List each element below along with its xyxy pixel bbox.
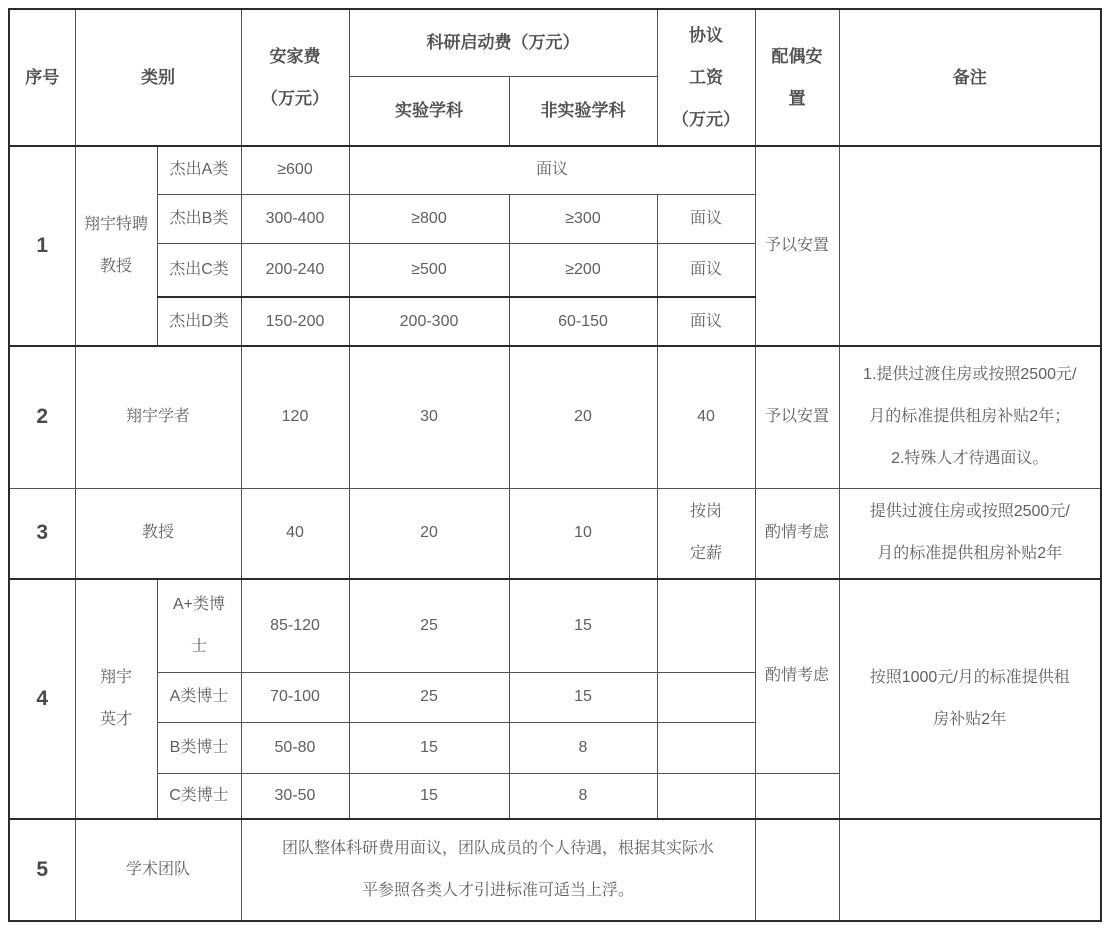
- g3-salary: [657, 488, 755, 579]
- hdr-settling-fee-line2: （万元）: [261, 88, 329, 108]
- g1-tier3-experimental: ≥500: [349, 243, 509, 297]
- hdr-remarks: 备注: [839, 9, 1101, 146]
- g4-tier2-non-experimental: 15: [509, 672, 657, 722]
- g4-tier1-non-experimental: 15: [509, 579, 657, 672]
- g5-remark-empty: [839, 819, 1101, 921]
- g4-tier3-salary-empty: [657, 722, 755, 773]
- g4-tier3-experimental: 15: [349, 722, 509, 773]
- hdr-contract-salary-line3: （万元）: [672, 109, 740, 129]
- g5-spouse-empty: [755, 819, 839, 921]
- g2-serial: 2: [9, 346, 75, 488]
- g2-non-experimental: 20: [509, 346, 657, 488]
- hdr-contract-salary-line2: 工资: [689, 67, 723, 87]
- g4-tier1-label-line1: A+类博: [172, 595, 226, 613]
- g4-tier1-settling: 85-120: [241, 579, 349, 672]
- g3-salary-line1: 按岗: [689, 503, 722, 521]
- g5-category: 学术团队: [75, 819, 241, 921]
- g4-tier1-label: [157, 579, 241, 672]
- g2-remark: [839, 346, 1101, 488]
- g4-serial: 4: [9, 579, 75, 819]
- g4-category: [75, 579, 157, 819]
- g4-category-line1: 翔宇: [99, 669, 132, 686]
- hdr-spouse-placement-line1: 配偶安: [771, 46, 823, 66]
- g4-remark-line1: 按照1000元/月的标准提供租: [869, 669, 1070, 686]
- g1-remark-empty: [839, 146, 1101, 346]
- g4-tier1-salary-empty: [657, 579, 755, 672]
- g4-tier3-non-experimental: 8: [509, 722, 657, 773]
- g5-team-note-line2: 平参照各类人才引进标准可适当上浮。: [361, 882, 634, 899]
- g1-tier3-salary: 面议: [657, 243, 755, 297]
- g1-tier2-settling: 300-400: [241, 194, 349, 243]
- g1-tier2-label: 杰出B类: [157, 194, 241, 243]
- hdr-experimental: 实验学科: [349, 76, 509, 146]
- g1-tier3-label: 杰出C类: [157, 243, 241, 297]
- g3-spouse: 酌情考虑: [755, 488, 839, 579]
- g4-spouse: 酌情考虑: [755, 579, 839, 773]
- g3-experimental: 20: [349, 488, 509, 579]
- hdr-spouse-placement: [755, 9, 839, 146]
- g1-category: [75, 146, 157, 346]
- g4-tier3-label: B类博士: [157, 722, 241, 773]
- g2-remark-line3: 2.特殊人才待遇面议。: [891, 450, 1049, 468]
- hdr-contract-salary-line1: 协议: [689, 25, 723, 45]
- g1-tier3-settling: 200-240: [241, 243, 349, 297]
- g1-tier1-label: 杰出A类: [157, 146, 241, 194]
- g3-remark-line2: 月的标准提供租房补贴2年: [877, 545, 1063, 563]
- hdr-research-fund: 科研启动费（万元）: [349, 9, 657, 76]
- hdr-category: 类别: [75, 9, 241, 146]
- g4-tier2-settling: 70-100: [241, 672, 349, 722]
- hdr-settling-fee: [241, 9, 349, 146]
- g3-serial: 3: [9, 488, 75, 579]
- g1-tier4-settling: 150-200: [241, 297, 349, 346]
- g1-tier4-non-experimental: 60-150: [509, 297, 657, 346]
- g1-category-line1: 翔宇特聘: [83, 216, 148, 233]
- g4-spouse-empty: [755, 773, 839, 819]
- g1-tier4-label: 杰出D类: [157, 297, 241, 346]
- g4-remark: [839, 579, 1101, 819]
- g4-tier1-experimental: 25: [349, 579, 509, 672]
- g1-tier3-non-experimental: ≥200: [509, 243, 657, 297]
- g1-category-line2: 教授: [99, 258, 132, 275]
- g1-tier1-negotiable: 面议: [349, 146, 755, 194]
- g2-spouse: 予以安置: [755, 346, 839, 488]
- g5-serial: 5: [9, 819, 75, 921]
- g4-tier3-settling: 50-80: [241, 722, 349, 773]
- g4-category-line2: 英才: [99, 711, 132, 728]
- g2-category: 翔宇学者: [75, 346, 241, 488]
- g1-tier2-salary: 面议: [657, 194, 755, 243]
- g2-remark-line2: 月的标准提供租房补贴2年；: [869, 408, 1071, 426]
- g3-settling: 40: [241, 488, 349, 579]
- g3-category: 教授: [75, 488, 241, 579]
- g5-team-note: [241, 819, 755, 921]
- g5-team-note-line1: 团队整体科研费用面议，团队成员的个人待遇，根据其实际水: [281, 840, 714, 857]
- g4-tier4-non-experimental: 8: [509, 773, 657, 819]
- g1-tier1-settling: ≥600: [241, 146, 349, 194]
- g4-tier4-label: C类博士: [157, 773, 241, 819]
- hdr-contract-salary: [657, 9, 755, 146]
- g1-tier4-salary: 面议: [657, 297, 755, 346]
- g4-tier4-experimental: 15: [349, 773, 509, 819]
- g4-tier2-label: A类博士: [157, 672, 241, 722]
- g3-remark: [839, 488, 1101, 579]
- g4-tier1-label-line2: 士: [190, 637, 207, 655]
- g1-spouse: 予以安置: [755, 146, 839, 346]
- g4-remark-line2: 房补贴2年: [933, 711, 1007, 728]
- g1-tier4-experimental: 200-300: [349, 297, 509, 346]
- g3-remark-line1: 提供过渡住房或按照2500元/: [869, 503, 1070, 521]
- g4-tier2-salary-empty: [657, 672, 755, 722]
- g2-experimental: 30: [349, 346, 509, 488]
- g4-tier4-salary-empty: [657, 773, 755, 819]
- hdr-non-experimental: 非实验学科: [509, 76, 657, 146]
- g1-serial: 1: [9, 146, 75, 346]
- g3-non-experimental: 10: [509, 488, 657, 579]
- g4-tier2-experimental: 25: [349, 672, 509, 722]
- g2-salary: 40: [657, 346, 755, 488]
- g2-remark-line1: 1.提供过渡住房或按照2500元/: [863, 366, 1077, 384]
- hdr-serial: 序号: [9, 9, 75, 146]
- talent-benefits-table: [8, 8, 1102, 922]
- hdr-settling-fee-line1: 安家费: [269, 46, 321, 66]
- g4-tier4-settling: 30-50: [241, 773, 349, 819]
- g2-settling: 120: [241, 346, 349, 488]
- g1-tier2-experimental: ≥800: [349, 194, 509, 243]
- g3-salary-line2: 定薪: [689, 545, 722, 563]
- hdr-spouse-placement-line2: 置: [788, 88, 806, 108]
- g1-tier2-non-experimental: ≥300: [509, 194, 657, 243]
